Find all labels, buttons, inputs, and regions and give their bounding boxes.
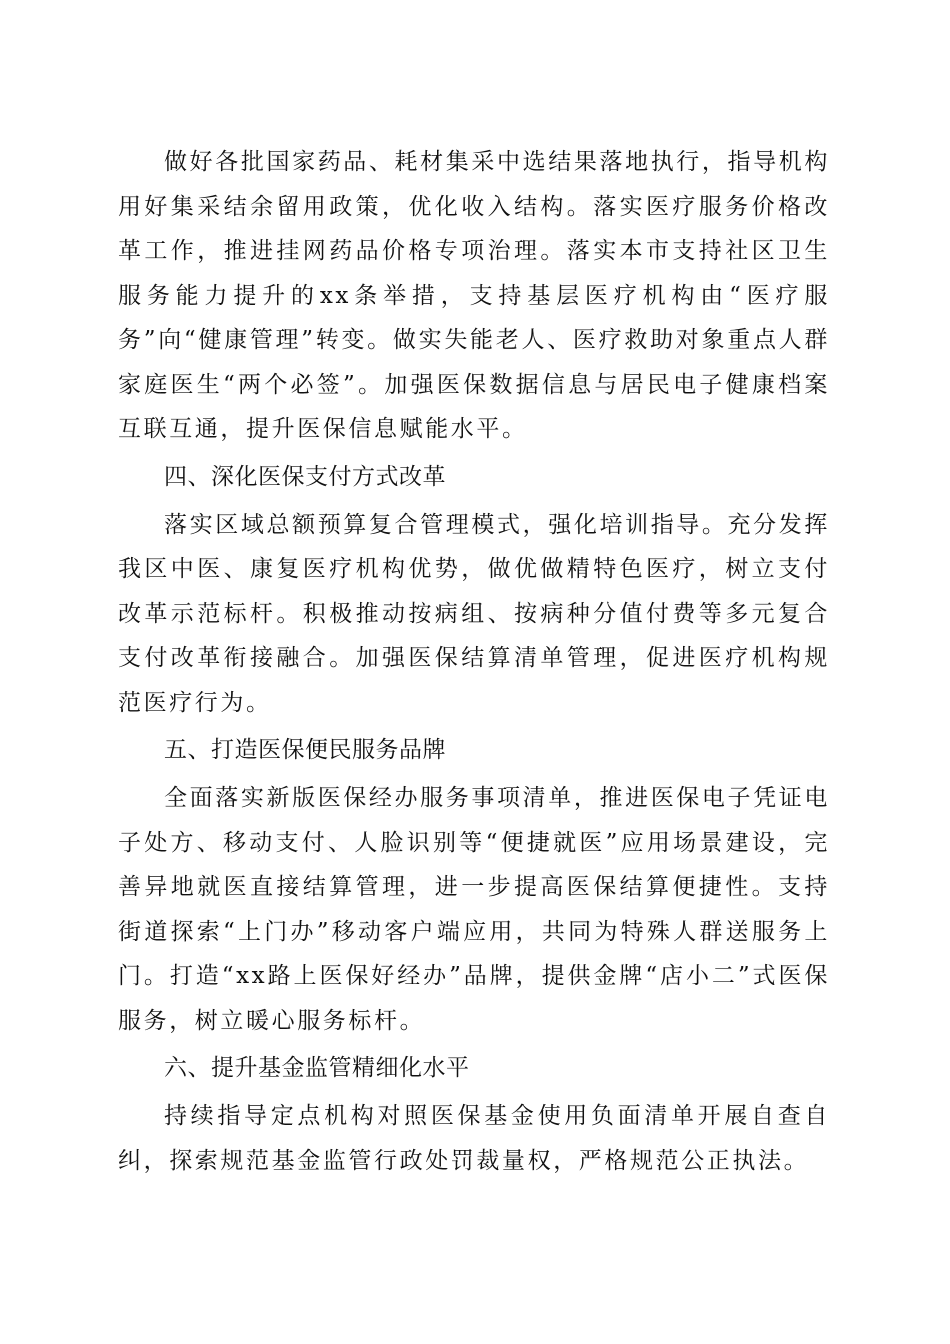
paragraph-fund-supervision: 持续指导定点机构对照医保基金使用负面清单开展自查自纠，探索规范基金监管行政处罚裁量权，严格规范公正执法。	[118, 1103, 830, 1174]
heading-payment-reform: 四、深化医保支付方式改革	[164, 463, 446, 490]
paragraph-service-brand: 全面落实新版医保经办服务事项清单，推进医保电子凭证电子处方、移动支付、人脸识别等“便捷就医”应用场景建设，完善异地就医直接结算管理，进一步提高医保结算便捷性。支持街道探索“上门办”移动客户端应用，共同为特殊人群送服务上门。打造“xx路上医保好经办”品牌，提供金牌“店小二”式医保服务，树立暖心服务标杆。	[118, 785, 830, 1034]
document-body	[118, 140, 830, 1183]
heading-service-brand: 五、打造医保便民服务品牌	[164, 737, 446, 763]
heading-fund-supervision: 六、提升基金监管精细化水平	[164, 1055, 470, 1081]
paragraph-procurement: 做好各批国家药品、耗材集采中选结果落地执行，指导机构用好集采结余留用政策，优化收入结构。落实医疗服务价格改革工作，推进挂网药品价格专项治理。落实本市支持社区卫生服务能力提升的xx条举措，支持基层医疗机构由“医疗服务”向“健康管理”转变。做实失能老人、医疗救助对象重点人群家庭医生“两个必签”。加强医保数据信息与居民电子健康档案互联互通，提升医保信息赋能水平。	[118, 149, 830, 442]
paragraph-payment-reform: 落实区域总额预算复合管理模式，强化培训指导。充分发挥我区中医、康复医疗机构优势，做优做精特色医疗，树立支付改革示范标杆。积极推动按病组、按病种分值付费等多元复合支付改革衔接融合。加强医保结算清单管理，促进医疗机构规范医疗行为。	[118, 511, 830, 716]
